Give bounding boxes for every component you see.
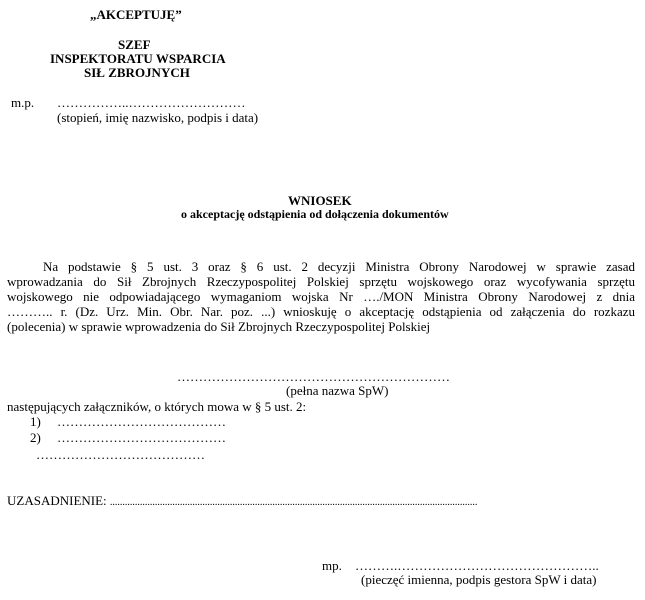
attachment-extra-dots: ………………………………… bbox=[36, 447, 205, 462]
spw-caption: (pełna nazwa SpW) bbox=[286, 383, 389, 398]
justification-dots: ................................................................................................................................................... bbox=[109, 497, 478, 508]
approval-mp-label: m.p. bbox=[11, 95, 35, 110]
signature-dots: ……….……………………………………….. bbox=[355, 558, 599, 573]
body-paragraph bbox=[7, 259, 635, 334]
approval-mp-dots: ……………..……………………… bbox=[57, 95, 246, 110]
body-line: wojskowego nie odpowiadającego wymaganiom wojska Nr …./MON Ministra Obrony Narodowej z dnia bbox=[7, 289, 635, 304]
body-line: (polecenia) w sprawie wprowadzenia do Sił Zbrojnych Rzeczypospolitej Polskiej bbox=[7, 319, 431, 334]
document-subtitle: o akceptację odstąpienia od dołączenia dokumentów bbox=[181, 207, 449, 221]
spw-dots: ……………………………………………………… bbox=[177, 369, 450, 384]
body-line: wprowadzania do Sił Zbrojnych Rzeczypospolitej Polskiej sprzętu wojskowego oraz wycofywania sprzętu bbox=[7, 274, 635, 289]
approval-mp-caption: (stopień, imię nazwisko, podpis i data) bbox=[57, 110, 259, 125]
attachment-number: 1) bbox=[30, 414, 41, 429]
body-line: Na podstawie § 5 ust. 3 oraz § 6 ust. 2 decyzji Ministra Obrony Narodowej w sprawie zasad bbox=[43, 259, 635, 274]
body-line: ……….. r. (Dz. Urz. Min. Obr. Nar. poz. ...) wnioskuję o akceptację odstąpienia od załączenia do rozkazu bbox=[7, 304, 635, 319]
approval-role-line2: INSPEKTORATU WSPARCIA bbox=[50, 51, 226, 66]
signature-caption: (pieczęć imienna, podpis gestora SpW i data) bbox=[361, 572, 597, 587]
attachments-intro: następujących załączników, o których mowa w § 5 ust. 2: bbox=[7, 399, 307, 414]
approval-accept: „AKCEPTUJĘ” bbox=[90, 7, 182, 22]
justification-row bbox=[7, 493, 637, 510]
attachment-number: 2) bbox=[30, 430, 41, 445]
justification-label: UZASADNIENIE: bbox=[7, 493, 110, 508]
signature-mp-label: mp. bbox=[322, 558, 342, 573]
attachment-dots: ………………………………… bbox=[57, 430, 226, 445]
attachment-dots: ………………………………… bbox=[57, 414, 226, 429]
approval-role-line1: SZEF bbox=[118, 37, 151, 52]
approval-role-line3: SIŁ ZBROJNYCH bbox=[84, 65, 190, 80]
document-title: WNIOSEK bbox=[288, 193, 352, 208]
